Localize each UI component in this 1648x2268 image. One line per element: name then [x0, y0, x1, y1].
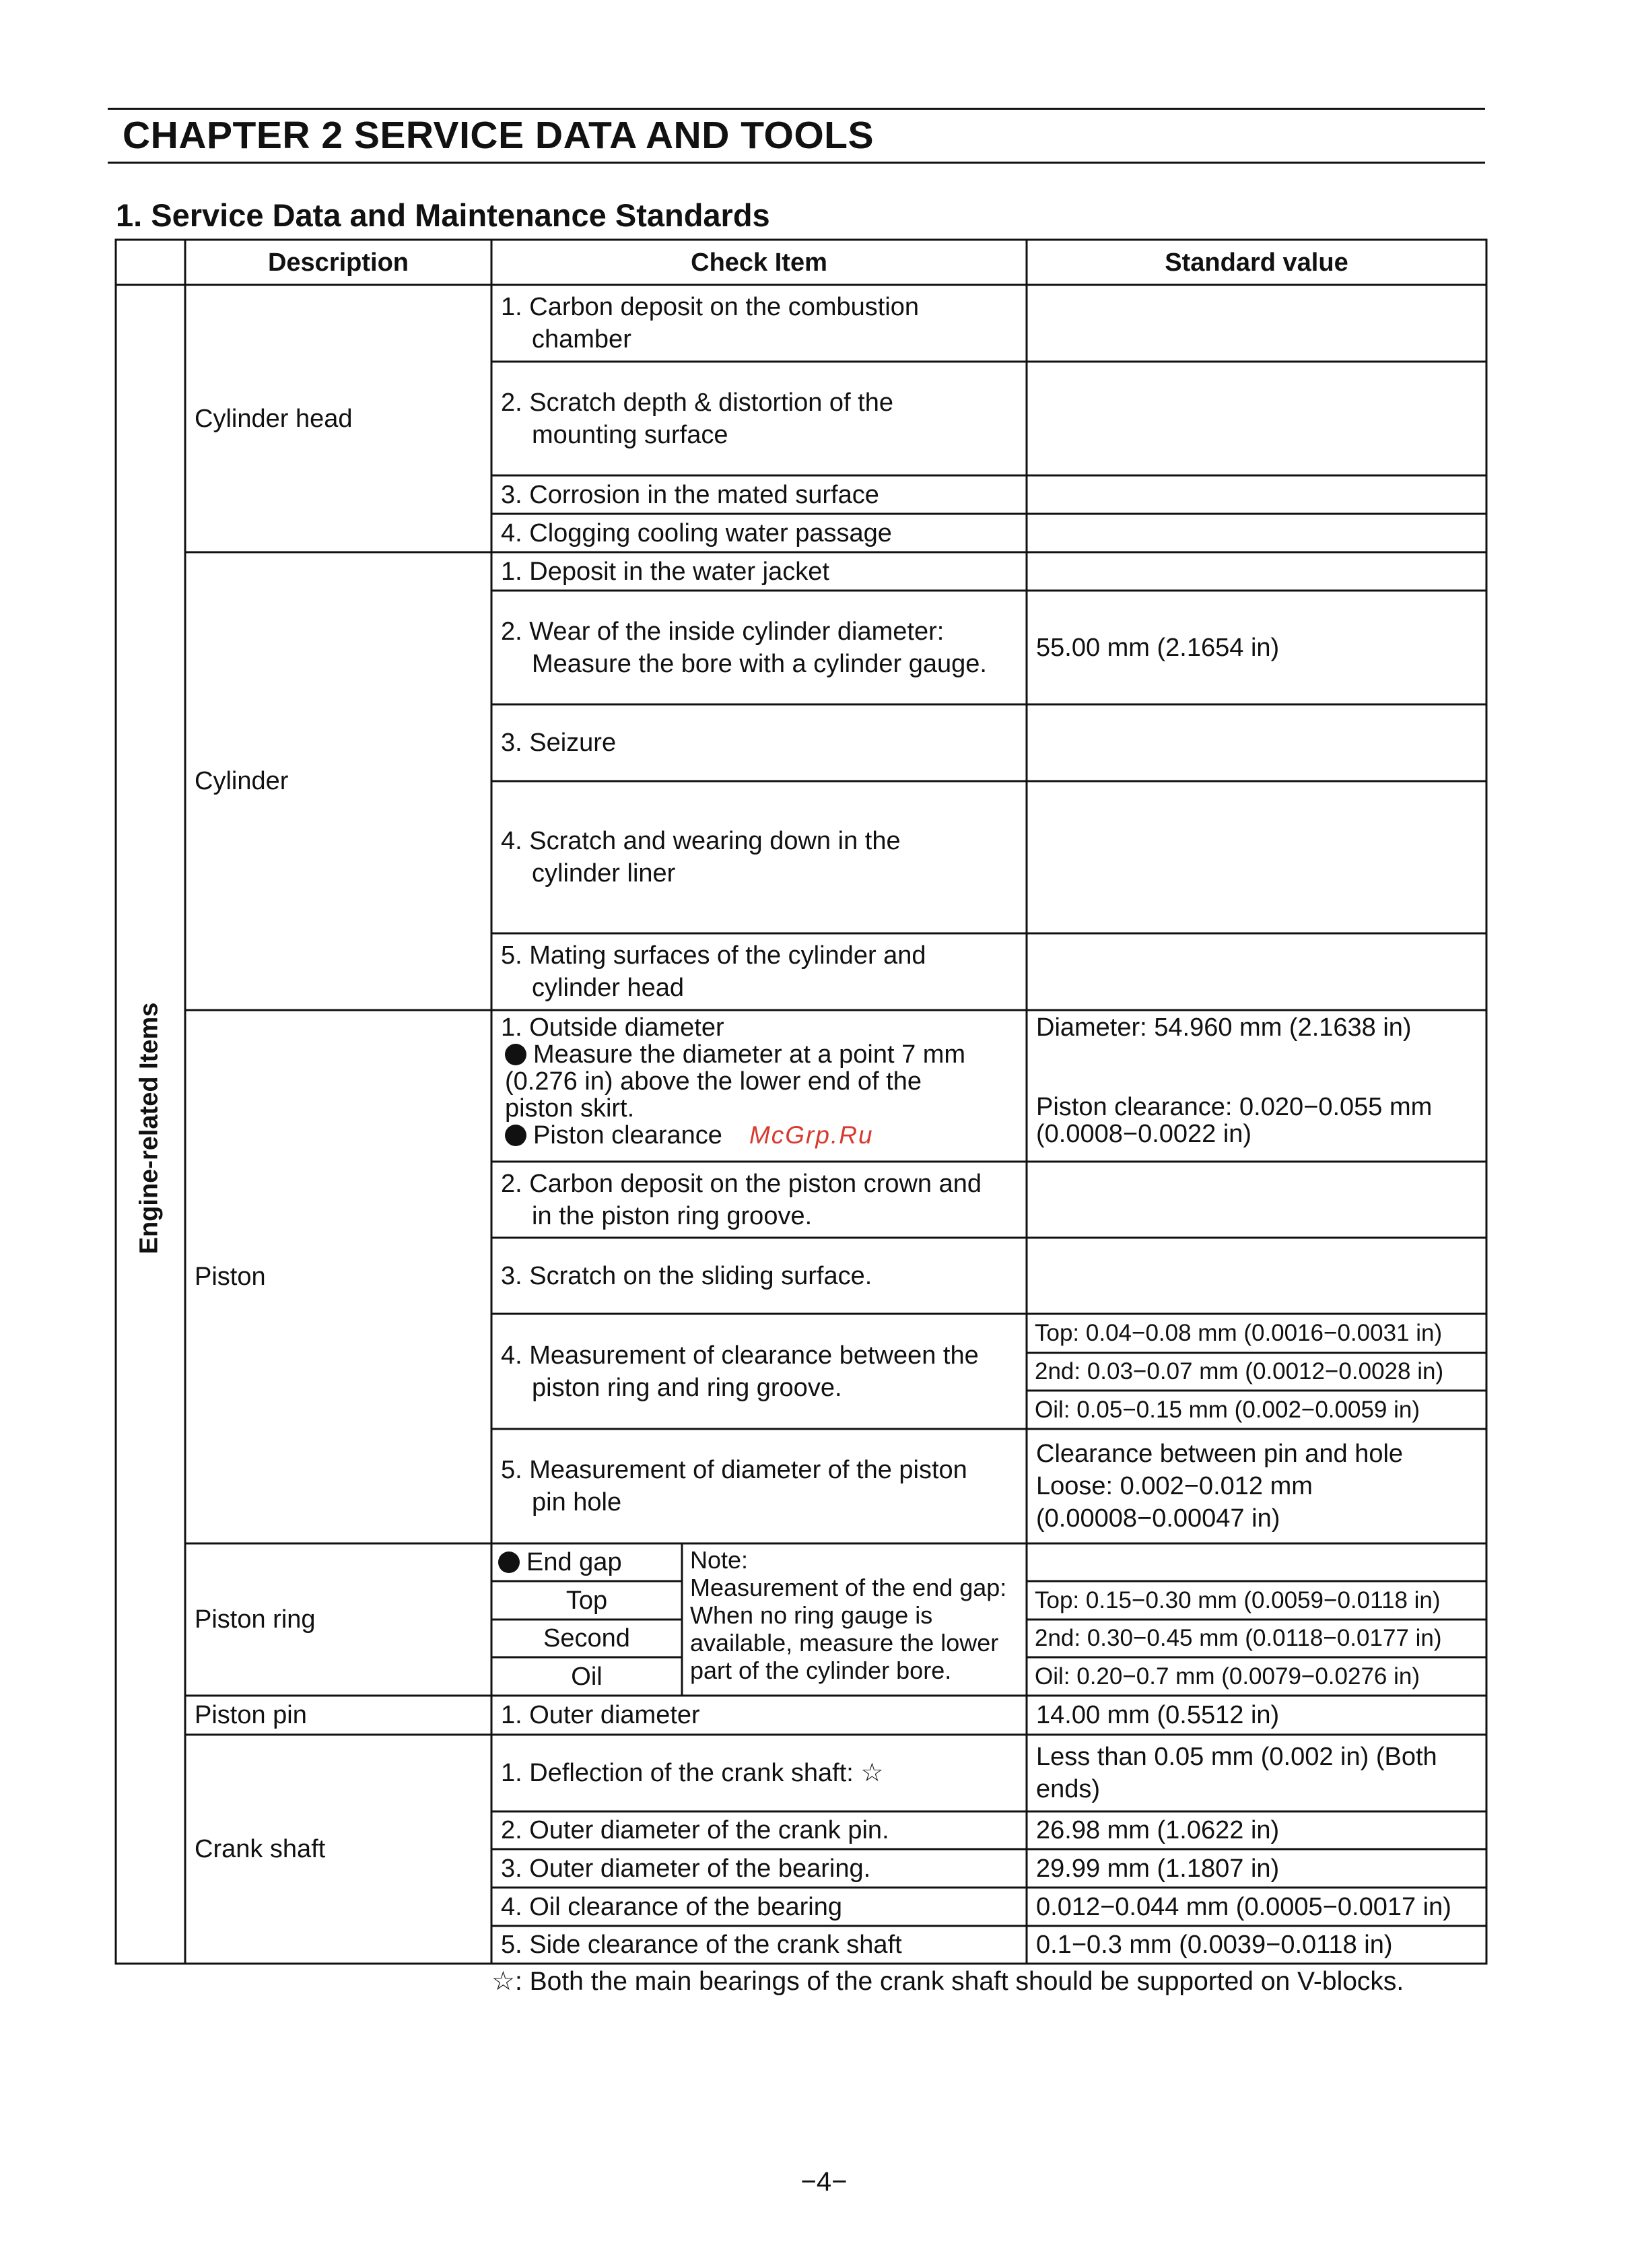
bullet-icon: [505, 1044, 526, 1065]
standard-value: Top: 0.04−0.08 mm (0.0016−0.0031 in): [1035, 1320, 1443, 1346]
header-standard-value: Standard value: [1165, 248, 1348, 277]
section-title: 1. Service Data and Maintenance Standards: [116, 197, 770, 233]
footnote: ☆: Both the main bearings of the crank shaft should be supported on V-blocks.: [491, 1967, 1404, 1996]
chapter-title: CHAPTER 2 SERVICE DATA AND TOOLS: [123, 114, 874, 157]
category-label: Engine-related Items: [135, 1002, 164, 1254]
ring-row-second: Second: [543, 1624, 630, 1653]
watermark: McGrp.Ru: [749, 1121, 874, 1149]
ring-row-top: Top: [565, 1586, 608, 1615]
end-gap-label: End gap: [491, 1543, 682, 1581]
standard-value: 14.00 mm (0.5512 in): [1036, 1701, 1280, 1729]
header-check-item: Check Item: [691, 248, 827, 277]
standard-value: Diameter: 54.960 mm (2.1638 in) Piston clearance: 0.020−0.055 mm (0.0008−0.0022 in): [1036, 1013, 1433, 1148]
check-item: 2. Carbon deposit on the piston crown and in the piston ring groove.: [501, 1169, 982, 1230]
standard-value: Oil: 0.05−0.15 mm (0.002−0.0059 in): [1035, 1396, 1420, 1423]
check-item: 1. Outside diameter Measure the diameter at a point 7 mm (0.276 in) above the lower end of the piston skirt. Piston clearance McGrp.Ru: [501, 1013, 966, 1149]
description-piston-ring: Piston ring: [195, 1605, 316, 1634]
check-item: 5. Side clearance of the crank shaft: [501, 1931, 902, 1959]
standard-value: 0.012−0.044 mm (0.0005−0.0017 in): [1036, 1892, 1451, 1921]
page-number: −4−: [800, 2167, 848, 2197]
check-item: 4. Oil clearance of the bearing: [501, 1892, 842, 1921]
check-item: 1. Carbon deposit on the combustion chamber: [501, 293, 920, 354]
check-item: 2. Outer diameter of the crank pin.: [501, 1816, 889, 1844]
standard-value: 2nd: 0.03−0.07 mm (0.0012−0.0028 in): [1035, 1358, 1444, 1385]
check-item: 2. Wear of the inside cylinder diameter: Measure the bore with a cylinder gauge.: [501, 617, 987, 678]
check-item: 3. Corrosion in the mated surface: [501, 480, 879, 509]
check-item: 3. Scratch on the sliding surface.: [501, 1261, 872, 1290]
description-cylinder-head: Cylinder head: [195, 404, 353, 433]
check-item: 3. Outer diameter of the bearing.: [501, 1854, 871, 1883]
check-item: 1. Deposit in the water jacket: [501, 557, 829, 586]
description-crank-shaft: Crank shaft: [195, 1835, 326, 1863]
check-item: 5. Measurement of diameter of the piston pin hole: [501, 1456, 967, 1516]
check-item: 4. Measurement of clearance between the piston ring and ring groove.: [501, 1341, 979, 1402]
description-piston-pin: Piston pin: [195, 1701, 307, 1729]
standard-value: Top: 0.15−0.30 mm (0.0059−0.0118 in): [1035, 1587, 1441, 1613]
standard-value: 26.98 mm (1.0622 in): [1036, 1816, 1280, 1844]
check-item: 4. Clogging cooling water passage: [501, 519, 892, 547]
standard-value: 55.00 mm (2.1654 in): [1036, 633, 1280, 662]
check-item: 3. Seizure: [501, 729, 617, 757]
bullet-icon: [505, 1125, 526, 1146]
standard-value: 0.1−0.3 mm (0.0039−0.0118 in): [1036, 1931, 1393, 1959]
standard-value: Less than 0.05 mm (0.002 in) (Both ends): [1036, 1743, 1437, 1803]
header-description: Description: [267, 248, 409, 277]
standard-value: Clearance between pin and hole Loose: 0.002−0.012 mm (0.00008−0.00047 in): [1036, 1440, 1404, 1533]
ring-note: Note: Measurement of the end gap: When no ring gauge is available, measure the lower part of the cylinder bore.: [690, 1546, 1007, 1684]
description-cylinder: Cylinder: [195, 767, 289, 795]
standard-value: Oil: 0.20−0.7 mm (0.0079−0.0276 in): [1035, 1663, 1420, 1690]
description-piston: Piston: [195, 1263, 266, 1291]
ring-row-oil: Oil: [571, 1662, 603, 1691]
standard-value: 29.99 mm (1.1807 in): [1036, 1854, 1280, 1883]
standard-value: 2nd: 0.30−0.45 mm (0.0118−0.0177 in): [1035, 1625, 1442, 1651]
bullet-icon: [498, 1552, 520, 1573]
check-item: 2. Scratch depth & distortion of the mounting surface: [501, 388, 894, 449]
check-item: 1. Outer diameter: [501, 1701, 700, 1729]
check-item: 5. Mating surfaces of the cylinder and cylinder head: [501, 941, 926, 1002]
check-item: 4. Scratch and wearing down in the cylinder liner: [501, 827, 901, 888]
check-item: 1. Deflection of the crank shaft: ☆: [501, 1759, 884, 1787]
